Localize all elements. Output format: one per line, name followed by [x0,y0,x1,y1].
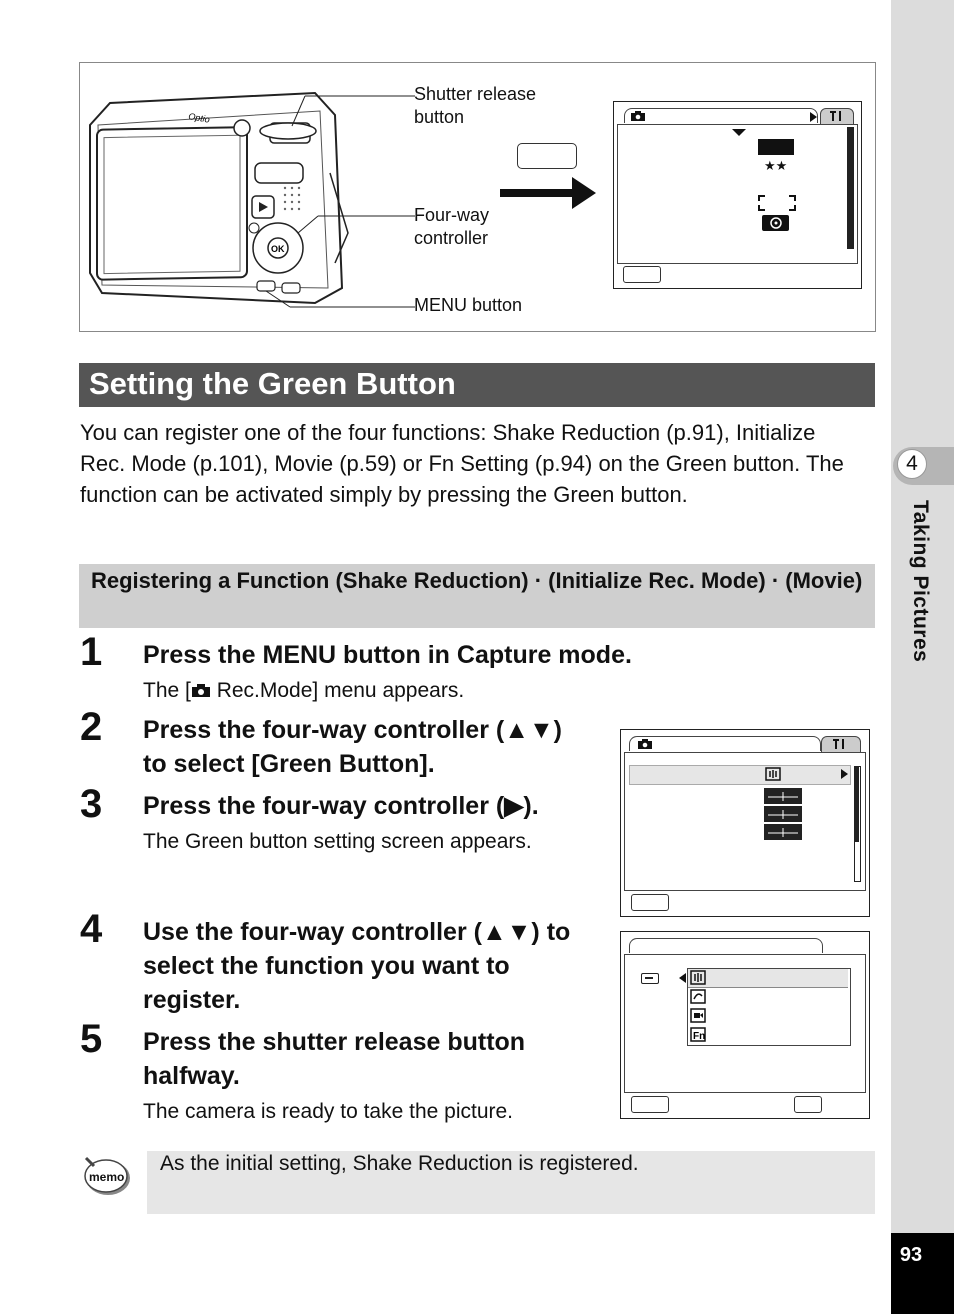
step-4-text: Use the four-way controller (▲▼) to select the function you want to register. [143,918,571,1014]
callout-four-way: Four-way controller [414,205,490,248]
triangle-down-icon [732,129,746,137]
selected-value-box [758,139,794,155]
step-3-number: 3 [80,782,103,826]
lcd-green-button-menu [620,729,870,917]
shake-reduction-icon [690,970,706,985]
menu-button-graphic [517,143,577,169]
callout-menu-button: MENU button [414,295,523,315]
step-4-number: 4 [80,907,103,951]
step-5-number: 5 [80,1017,103,1061]
movie-icon[interactable] [690,1008,706,1023]
camera-figure [79,62,876,332]
scrollbar [847,127,854,249]
step-2-number: 2 [80,705,103,749]
callout-shutter-release: Shutter release button [414,84,537,127]
triangle-right-icon [841,769,849,779]
svg-text:memo: memo [89,1170,125,1184]
camera-icon [637,738,653,750]
triangle-right-icon [810,112,818,122]
camera-icon [630,110,646,122]
function-option-selected[interactable] [688,969,848,988]
shake-reduction-icon [765,767,781,781]
lcd-rec-mode-menu [613,101,862,289]
fn-setting-icon[interactable] [690,1027,706,1042]
focus-frame-icon [758,195,796,211]
step-2-text: Press the four-way controller (▲▼) to select [Green Button]. [143,716,563,778]
step-1-text: Press the MENU button in Capture mode. [143,641,632,669]
section-title: Setting the Green Button [89,366,456,401]
chapter-number: 4 [897,449,927,479]
quality-stars: ★★ [764,158,788,173]
subsection-title: Registering a Function (Shake Reduction) · (Initialize Rec. Mode) · (Movie) [91,568,863,593]
lcd-green-button-setting [620,931,870,1119]
triangle-left-icon [679,973,687,983]
memo-icon [80,1154,132,1198]
intro-paragraph: You can register one of the four functions: Shake Reduction (p.91), Initialize Rec. Mode (p.101), Movie (p.59) or Fn Setting (p.94) on the Green button. The function can be activated simply by pressing the Green button. [80,420,844,507]
arrow-right-icon [500,175,600,211]
highlighted-row [629,765,851,785]
step-1-number: 1 [80,630,103,674]
camera-icon [191,683,211,698]
svg-text:OK: OK [271,244,285,254]
page-number: 93 [899,1244,923,1266]
step-1-desc: The [ Rec.Mode] menu appears. [143,679,465,702]
svg-text:Fn: Fn [693,1031,706,1042]
step-3-desc: The Green button setting screen appears. [143,830,532,853]
wrench-icon [833,738,847,750]
wrench-icon [830,110,844,122]
initialize-rec-mode-icon[interactable] [690,989,706,1004]
chapter-title: Taking Pictures [909,500,932,663]
menu-key-icon [623,266,661,283]
step-5-desc: The camera is ready to take the picture. [143,1100,514,1123]
step-3-text: Press the four-way controller (▶). [143,792,539,820]
menu-key-icon [631,1096,669,1113]
memo-text: As the initial setting, Shake Reduction is registered. [160,1152,639,1175]
menu-key-icon [631,894,669,911]
ok-key-icon [794,1096,822,1113]
camera-brand-text: Optio [187,111,211,125]
step-5-text: Press the shutter release button halfway. [143,1028,526,1090]
